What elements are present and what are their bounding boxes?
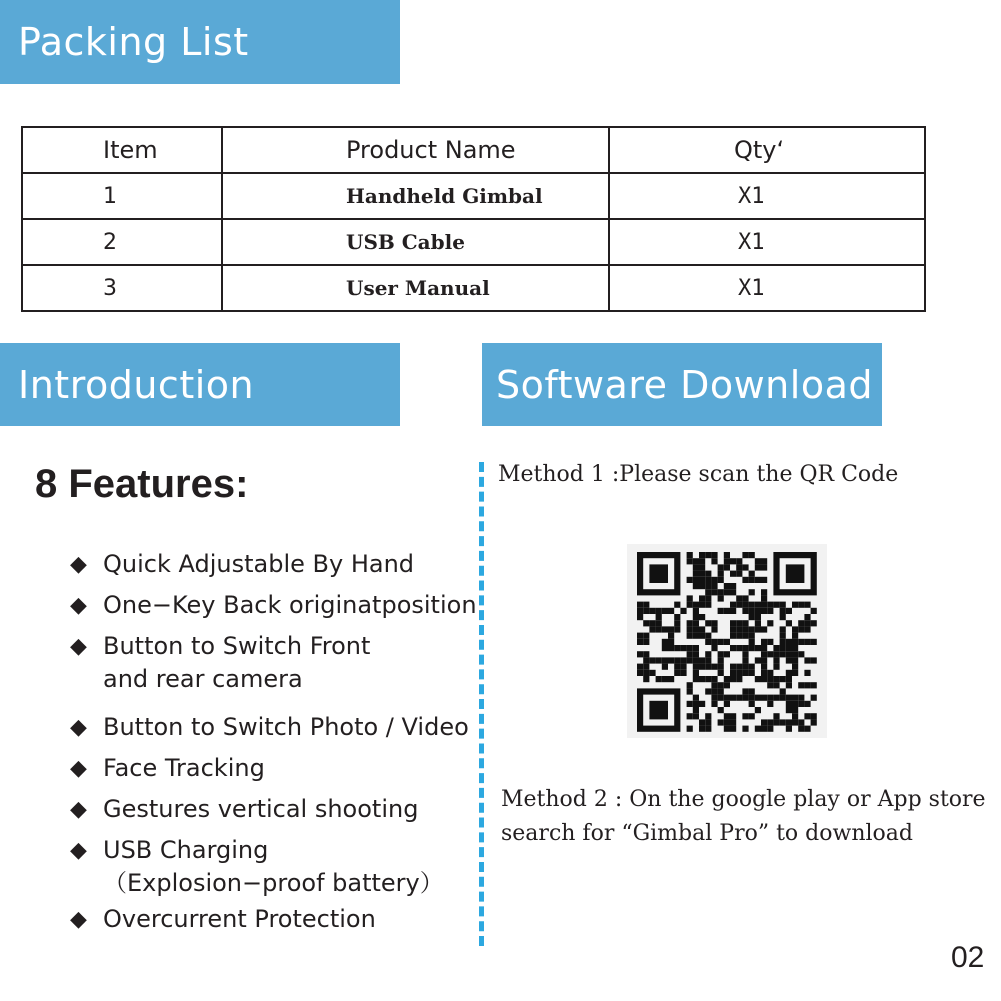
feature-text: Face Tracking: [103, 754, 265, 782]
software-download-banner: [482, 343, 882, 426]
feature-text-continued: （Explosion−proof battery）: [103, 869, 444, 897]
qr-code-icon: [627, 544, 827, 738]
method-2-text: [501, 783, 991, 851]
diamond-bullet-icon: ◆: [70, 634, 87, 659]
list-item: [70, 903, 376, 936]
introduction-title: Introduction: [18, 362, 255, 407]
packing-list-title: Packing List: [18, 20, 249, 64]
table-header-row: [22, 127, 925, 173]
feature-text: USB Charging: [103, 836, 269, 864]
diamond-bullet-icon: ◆: [70, 907, 87, 932]
features-heading: [35, 462, 248, 507]
list-item: [70, 548, 414, 581]
row-item-number: 3: [22, 265, 222, 311]
packing-list-banner: [0, 0, 400, 84]
feature-text: Quick Adjustable By Hand: [103, 550, 415, 578]
list-item: [70, 630, 370, 696]
diamond-bullet-icon: ◆: [70, 552, 87, 577]
diamond-bullet-icon: ◆: [70, 756, 87, 781]
row-qty: X1: [609, 219, 925, 265]
row-product-name: USB Cable: [222, 219, 609, 265]
method-1-text: Method 1 :Please scan the QR Code: [498, 462, 899, 487]
features-heading-colon: :: [235, 462, 249, 506]
row-product-name: Handheld Gimbal: [222, 173, 609, 219]
diamond-bullet-icon: ◆: [70, 838, 87, 863]
row-qty: X1: [609, 173, 925, 219]
page-number: 02: [951, 941, 985, 974]
method-2-line-2: search for “Gimbal Pro” to download: [501, 821, 913, 846]
list-item: [70, 589, 477, 622]
qr-code: [627, 544, 827, 738]
column-header-item: Item: [22, 127, 222, 173]
software-download-title: Software Download: [496, 362, 873, 407]
feature-text: One−Key Back originatposition: [103, 591, 477, 619]
list-item: [70, 752, 265, 785]
diamond-bullet-icon: ◆: [70, 797, 87, 822]
row-item-number: 2: [22, 219, 222, 265]
method-2-line-1: Method 2 : On the google play or App store: [501, 787, 986, 812]
feature-text: Button to Switch Photo / Video: [103, 713, 469, 741]
table-row: [22, 265, 925, 311]
feature-text: Button to Switch Front: [103, 632, 371, 660]
feature-text-continued: and rear camera: [103, 665, 303, 693]
features-heading-text: 8 Features: [35, 462, 236, 506]
diamond-bullet-icon: ◆: [70, 715, 87, 740]
packing-table: [21, 126, 926, 312]
diamond-bullet-icon: ◆: [70, 593, 87, 618]
table-row: [22, 173, 925, 219]
column-header-qty: Qty‘: [609, 127, 925, 173]
row-item-number: 1: [22, 173, 222, 219]
feature-text: Overcurrent Protection: [103, 905, 376, 933]
feature-text: Gestures vertical shooting: [103, 795, 419, 823]
row-qty: X1: [609, 265, 925, 311]
column-header-product-name: Product Name: [222, 127, 609, 173]
introduction-banner: [0, 343, 400, 426]
table-row: [22, 219, 925, 265]
list-item: [70, 793, 418, 826]
dashed-divider: [479, 462, 484, 946]
list-item: [70, 834, 444, 900]
list-item: [70, 711, 469, 744]
row-product-name: User Manual: [222, 265, 609, 311]
